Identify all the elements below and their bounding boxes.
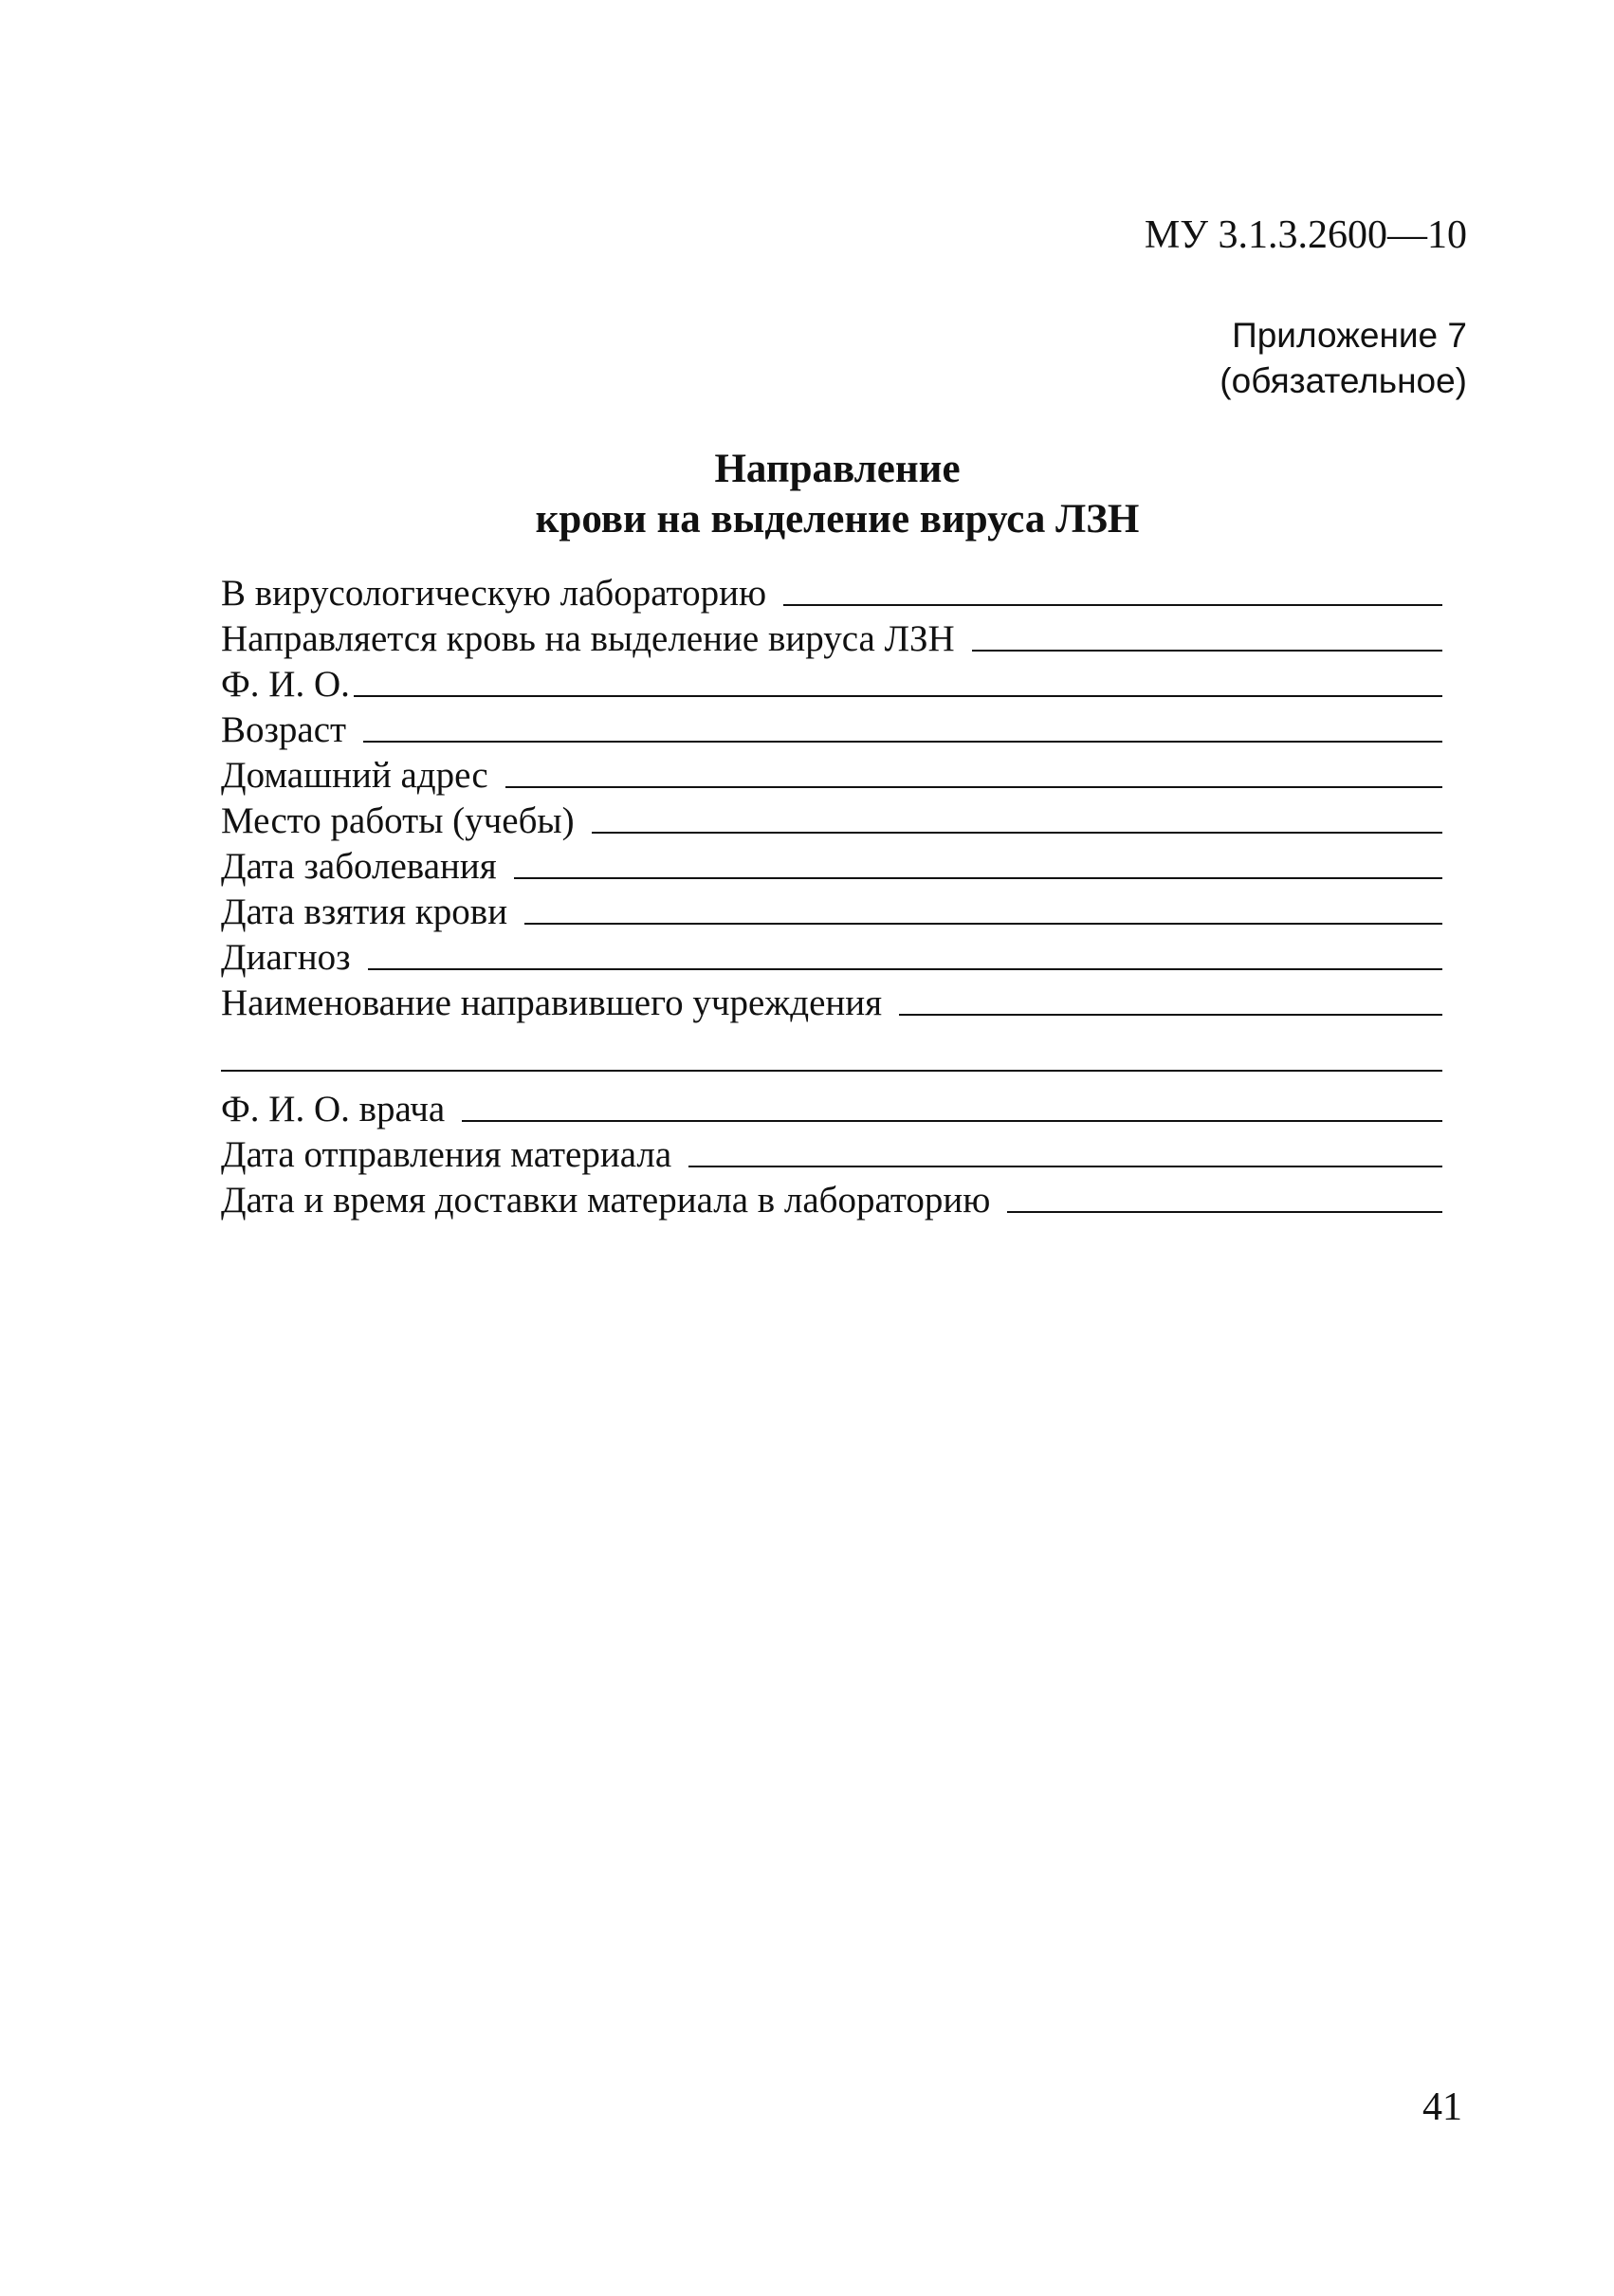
appendix-label: Приложение 7 [1232,316,1467,355]
field-blood-sent [221,615,1442,660]
field-underline[interactable] [514,877,1442,879]
appendix-block [1220,313,1467,404]
field-underline[interactable] [524,923,1442,925]
page-number: 41 [1422,2085,1462,2129]
field-underline[interactable] [1007,1211,1442,1213]
field-label: Направляется кровь на выделение вируса ЛЗН [221,618,955,659]
field-label: Возраст [221,709,347,750]
field-underline[interactable] [368,968,1442,970]
field-label: Место работы (учебы) [221,800,575,841]
field-home-address [221,751,1442,797]
field-underline[interactable] [592,832,1442,834]
field-delivery-datetime [221,1176,1442,1221]
field-workplace [221,797,1442,842]
field-label: Диагноз [221,937,351,978]
field-underline[interactable] [972,650,1442,652]
field-full-name [221,660,1442,706]
form-title-line-1: Направление [714,447,961,491]
field-underline[interactable] [354,695,1442,697]
field-label: Дата взятия крови [221,891,508,932]
field-underline[interactable] [899,1014,1442,1016]
field-sending-institution [221,979,1442,1024]
field-label: Домашний адрес [221,755,488,796]
field-label: Ф. И. О. [221,664,350,705]
field-blood-date [221,888,1442,933]
field-sending-institution-continued [221,1024,1442,1085]
field-label: Дата и время доставки материала в лабораторию [221,1180,991,1221]
field-label: В вирусологическую лабораторию [221,573,767,614]
form-title-line-2: крови на выделение вируса ЛЗН [535,497,1140,542]
appendix-type: (обязательное) [1220,361,1467,400]
field-underline[interactable] [688,1166,1442,1167]
field-label: Дата отправления материала [221,1134,672,1175]
field-dispatch-date [221,1130,1442,1176]
form-title [221,444,1454,544]
field-label: Наименование направившего учреждения [221,983,883,1023]
document-code: МУ 3.1.3.2600—10 [1144,213,1467,257]
field-underline[interactable] [783,604,1442,606]
field-label: Ф. И. О. врача [221,1089,446,1130]
form-fields [221,569,1442,1221]
field-diagnosis [221,933,1442,979]
field-laboratory [221,569,1442,615]
field-underline[interactable] [505,786,1442,788]
field-doctor-name [221,1085,1442,1130]
field-label: Дата заболевания [221,846,497,887]
field-illness-date [221,842,1442,888]
field-age [221,706,1442,751]
field-underline[interactable] [462,1120,1442,1122]
field-underline[interactable] [363,741,1442,743]
field-underline[interactable] [221,1070,1442,1072]
